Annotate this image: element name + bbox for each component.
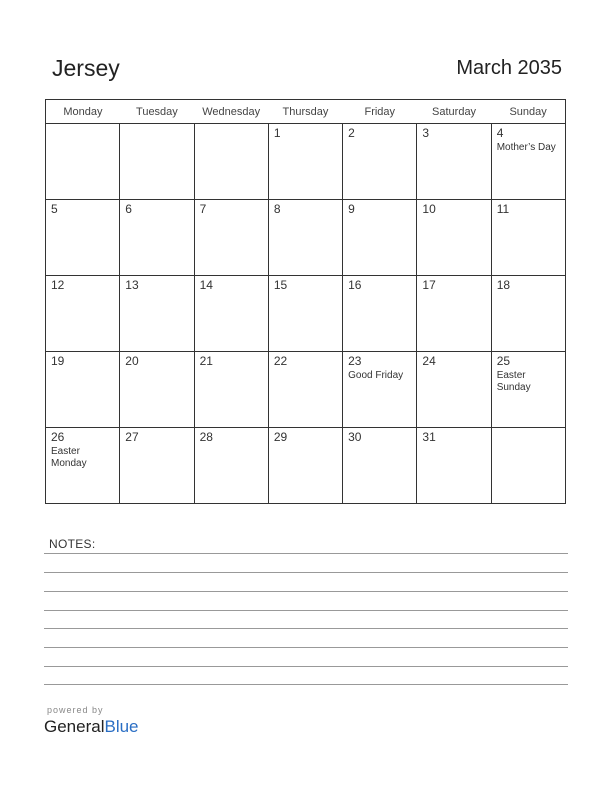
day-cell[interactable]: [268, 352, 342, 428]
day-cell[interactable]: [343, 276, 417, 352]
day-cell[interactable]: [491, 352, 565, 428]
week-row: [46, 276, 566, 352]
day-cell[interactable]: [46, 124, 120, 200]
day-number: 30: [348, 430, 362, 444]
day-cell[interactable]: [417, 200, 491, 276]
day-cell[interactable]: [194, 276, 268, 352]
day-cell[interactable]: [120, 352, 194, 428]
day-number: 20: [125, 354, 139, 368]
week-row: [46, 200, 566, 276]
weekday-header: Sunday: [491, 100, 565, 124]
week-row: [46, 428, 566, 504]
day-number: 23: [348, 354, 362, 368]
day-number: 10: [422, 202, 436, 216]
day-number: 1: [273, 126, 281, 140]
day-cell[interactable]: [417, 124, 491, 200]
day-number: 27: [125, 430, 139, 444]
holiday-label: Easter Monday: [51, 446, 87, 469]
day-cell[interactable]: [343, 200, 417, 276]
day-number: 6: [125, 202, 132, 216]
note-line: [44, 572, 568, 573]
week-row: [46, 352, 566, 428]
note-line: [44, 628, 568, 629]
day-number: 26: [51, 430, 65, 444]
day-cell[interactable]: [120, 428, 194, 504]
day-cell[interactable]: [268, 276, 342, 352]
note-line: [44, 591, 568, 592]
day-cell[interactable]: [46, 352, 120, 428]
day-cell[interactable]: [491, 428, 565, 504]
day-cell[interactable]: [46, 428, 120, 504]
calendar-grid: [45, 99, 566, 504]
country-title: Jersey: [52, 55, 120, 81]
day-cell[interactable]: [46, 200, 120, 276]
note-line: [44, 647, 568, 648]
day-cell[interactable]: [268, 124, 342, 200]
day-number: 5: [51, 202, 58, 216]
weekday-header-row: [46, 100, 566, 124]
day-cell[interactable]: [120, 200, 194, 276]
day-number: 16: [348, 278, 362, 292]
day-cell[interactable]: [194, 352, 268, 428]
day-cell[interactable]: [46, 276, 120, 352]
day-number: 19: [51, 354, 65, 368]
brand-logo: [44, 717, 139, 737]
day-cell[interactable]: [343, 124, 417, 200]
day-cell[interactable]: [343, 428, 417, 504]
day-cell[interactable]: [120, 124, 194, 200]
day-number: 7: [199, 202, 207, 216]
powered-by-text: powered by: [47, 705, 104, 715]
day-cell[interactable]: [194, 428, 268, 504]
note-line: [44, 666, 568, 667]
day-number: 11: [496, 202, 510, 216]
day-number: 4: [496, 126, 504, 140]
day-number: 14: [199, 278, 213, 292]
day-number: 13: [125, 278, 139, 292]
day-number: 31: [422, 430, 436, 444]
month-year-title: March 2035: [456, 57, 562, 79]
day-number: 21: [199, 354, 213, 368]
day-cell[interactable]: [491, 276, 565, 352]
day-cell[interactable]: [194, 124, 268, 200]
weekday-header: Monday: [46, 100, 120, 124]
note-line: [44, 684, 568, 685]
day-cell[interactable]: [417, 428, 491, 504]
day-number: 8: [273, 202, 281, 216]
day-cell[interactable]: [491, 124, 565, 200]
week-row: [46, 124, 566, 200]
note-line: [44, 610, 568, 611]
day-cell[interactable]: [120, 276, 194, 352]
notes-label: NOTES:: [49, 537, 96, 551]
day-number: 2: [348, 126, 355, 140]
weekday-header: Tuesday: [120, 100, 194, 124]
day-cell[interactable]: [194, 200, 268, 276]
day-number: 24: [422, 354, 436, 368]
day-cell[interactable]: [417, 276, 491, 352]
weekday-header: Saturday: [417, 100, 491, 124]
holiday-label: Good Friday: [348, 370, 404, 381]
day-cell[interactable]: [268, 428, 342, 504]
note-line: [44, 553, 568, 554]
weekday-header: Friday: [343, 100, 417, 124]
day-number: 28: [199, 430, 213, 444]
day-number: 29: [273, 430, 288, 444]
weekday-header: Wednesday: [194, 100, 268, 124]
day-cell[interactable]: [491, 200, 565, 276]
day-number: 25: [496, 354, 511, 368]
day-number: 18: [496, 278, 511, 292]
day-cell[interactable]: [343, 352, 417, 428]
day-number: 9: [348, 202, 355, 216]
day-number: 12: [51, 278, 65, 292]
day-number: 15: [273, 278, 288, 292]
brand-general: General: [44, 717, 105, 736]
day-cell[interactable]: [417, 352, 491, 428]
day-number: 17: [422, 278, 436, 292]
weekday-header: Thursday: [268, 100, 342, 124]
brand-blue: Blue: [104, 717, 139, 736]
day-number: 22: [273, 354, 288, 368]
day-cell[interactable]: [268, 200, 342, 276]
holiday-label: Easter Sunday: [496, 370, 531, 393]
holiday-label: Mother’s Day: [496, 142, 556, 153]
day-number: 3: [422, 126, 430, 140]
